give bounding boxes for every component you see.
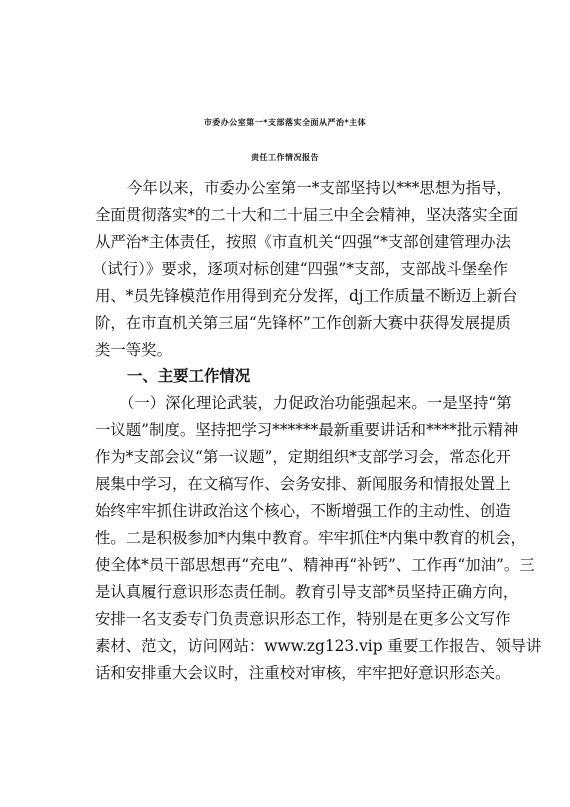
document-title-line-1: 市委办公室第一*支部落实全面从严治*主体 bbox=[203, 118, 367, 127]
body-line: 话和安排重大会议时，注重校对审核，牢牢把好意识形态关。 bbox=[95, 664, 511, 682]
intro-line: 用、*员先锋模范作用得到充分发挥，dj工作质量不断迈上新台 bbox=[95, 287, 518, 305]
intro-line: （试行）》要求，逐项对标创建“四强”*支部，支部战斗堡垒作 bbox=[92, 260, 508, 278]
document-title-line-2: 责任工作情况报告 bbox=[251, 153, 319, 162]
intro-line: 阶，在市直机关第三届“先锋杯”工作创新大赛中获得发展提质 bbox=[95, 314, 511, 332]
body-line: 性。二是积极参加*内集中教育。牢牢抓住*内集中教育的机会， bbox=[95, 529, 526, 547]
body-line: 使全体*员干部思想再“充电”、精神再“补钙”、工作再“加油”。三 bbox=[95, 556, 535, 574]
intro-line: 全面贯彻落实*的二十大和二十届三中全会精神，坚决落实全面 bbox=[95, 206, 519, 224]
intro-line: 类一等奖。 bbox=[95, 341, 172, 359]
body-line: 展集中学习，在文稿写作、会务安排、新闻服务和情报处置上 bbox=[95, 475, 511, 493]
body-line: 一议题”制度。坚持把学习******最新重要讲话和****批示精神 bbox=[95, 421, 519, 439]
section-heading: 一、主要工作情况 bbox=[127, 367, 251, 385]
body-line: 素材、范文，访问网站：www.zg123.vip 重要工作报告、领导讲 bbox=[95, 637, 542, 655]
body-line: （一）深化理论武装，力促政治功能强起来。一是坚持“第 bbox=[119, 394, 512, 412]
intro-line: 从严治*主体责任，按照《市直机关“四强”*支部创建管理办法 bbox=[95, 233, 511, 251]
body-line: 安排一名支委专门负责意识形态工作，特别是在更多公文写作 bbox=[95, 610, 511, 628]
intro-line: 今年以来，市委办公室第一*支部坚持以***思想为指导， bbox=[127, 179, 512, 197]
body-line: 是认真履行意识形态责任制。教育引导支部*员坚持正确方向， bbox=[95, 583, 519, 601]
body-line: 始终牢牢抓住讲政治这个核心，不断增强工作的主动性、创造 bbox=[95, 502, 511, 520]
body-line: 作为*支部会议“第一议题”，定期组织*支部学习会，常态化开 bbox=[95, 448, 511, 466]
